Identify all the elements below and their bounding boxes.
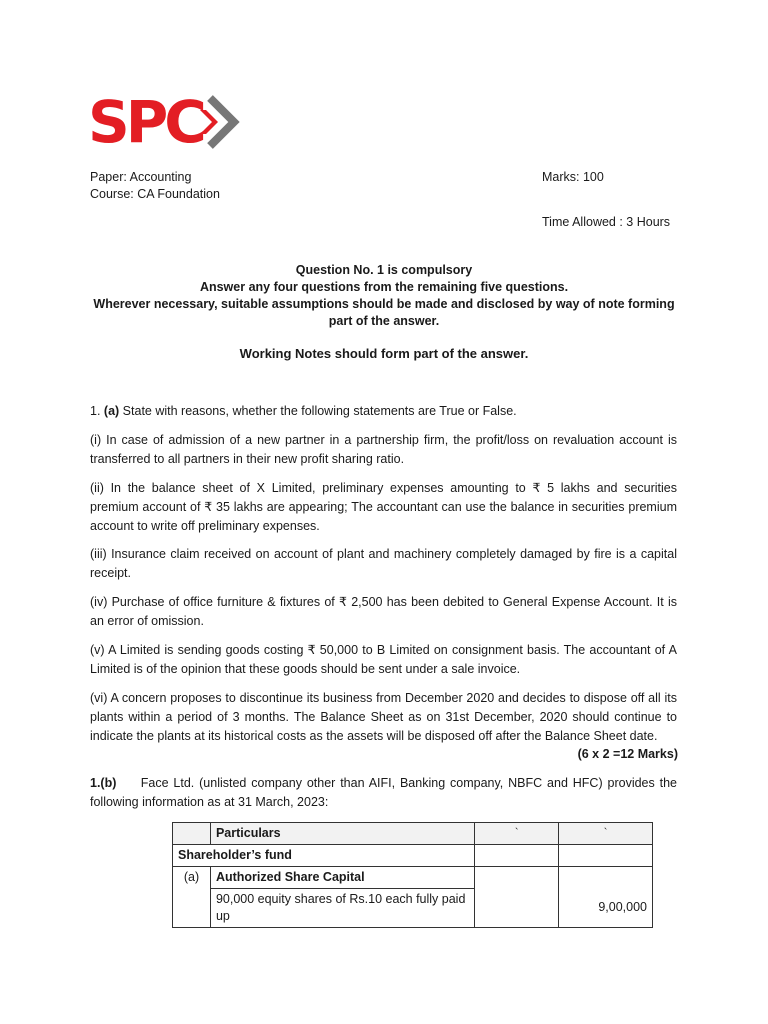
q1a-item-iv: (iv) Purchase of office furniture & fixtures of ₹ 2,500 has been debited to General Expense Account. It is an error of omission.	[90, 595, 677, 628]
course-label: Course: CA Foundation	[90, 187, 220, 201]
authorized-capital-amount: 9,00,000	[559, 889, 653, 928]
arrow-chevron-icon	[200, 98, 234, 146]
table-row	[173, 889, 653, 928]
table-header-blank	[173, 823, 211, 845]
table-cell-empty	[559, 845, 653, 867]
q1a-heading	[90, 402, 677, 421]
q1a-item-vi: (vi) A concern proposes to discontinue its business from December 2020 and decides to dispose off all its plants within a period of 3 months. The Balance Sheet as on 31st December, 2020 should continue to indicate the plants at its historical costs as the assets will be disposed off after the Balance Sheet date.	[90, 691, 677, 743]
instruction-answer-four: Answer any four questions from the remaining five questions.	[199, 280, 569, 294]
table-header-col1: `	[475, 823, 559, 845]
q1a-label: (a)	[103, 404, 120, 418]
table-cell-empty	[475, 845, 559, 867]
q1a-item-i: (i) In case of admission of a new partner in a partnership firm, the profit/loss on revaluation account is transferred to all partners in their new profit sharing ratio.	[90, 433, 677, 466]
table-header-row	[173, 823, 653, 845]
q1b-paragraph	[90, 774, 677, 812]
table-cell-empty	[559, 867, 653, 889]
q1a-number: 1.	[90, 404, 101, 418]
instruction-compulsory: Question No. 1 is compulsory	[295, 263, 473, 277]
time-allowed: Time Allowed : 3 Hours	[542, 215, 671, 229]
logo-text: SPC	[88, 92, 203, 152]
row-label-a: (a)	[173, 867, 211, 928]
share-capital-table	[172, 822, 653, 928]
table-row	[173, 867, 653, 889]
table-cell-empty	[475, 867, 559, 889]
spc-logo	[88, 92, 240, 152]
q1a-item-v: (v) A Limited is sending goods costing ₹ 50,000 to B Limited on consignment basis. The accountant of A Limited is of the opinion that these goods should be sent under a sale invoice.	[90, 643, 677, 676]
table-cell-empty	[475, 889, 559, 928]
q1a-item-iii: (iii) Insurance claim received on account of plant and machinery completely damaged by fire is a capital receipt.	[90, 547, 677, 580]
table-header-col2: `	[559, 823, 653, 845]
table-header-particulars: Particulars	[210, 823, 474, 845]
paper-label: Paper: Accounting	[90, 170, 192, 184]
q1a-text: State with reasons, whether the following statements are True or False.	[119, 404, 517, 418]
marks-label: Marks: 100	[542, 170, 604, 184]
authorized-share-capital: Authorized Share Capital	[210, 867, 474, 889]
q1b-text: Face Ltd. (unlisted company other than AIFI, Banking company, NBFC and HFC) provides the following information as at 31 March, 2023:	[90, 776, 677, 809]
instruction-working-notes: Working Notes should form part of the answer.	[239, 346, 529, 361]
section-shareholders-fund: Shareholder’s fund	[173, 845, 475, 867]
instruction-assumptions: Wherever necessary, suitable assumptions should be made and disclosed by way of note forming part of the answer.	[93, 297, 675, 328]
equity-shares-item: 90,000 equity shares of Rs.10 each fully paid up	[210, 889, 474, 928]
q1b-label: 1.(b)	[90, 776, 117, 790]
q1a-item-ii: (ii) In the balance sheet of X Limited, preliminary expenses amounting to ₹ 5 lakhs and securities premium account of ₹ 35 lakhs are appearing; The accountant can use the balance in securities premium account to write off preliminary expenses.	[90, 481, 677, 533]
q1a-marks: (6 x 2 =12 Marks)	[577, 747, 678, 761]
table-row	[173, 845, 653, 867]
